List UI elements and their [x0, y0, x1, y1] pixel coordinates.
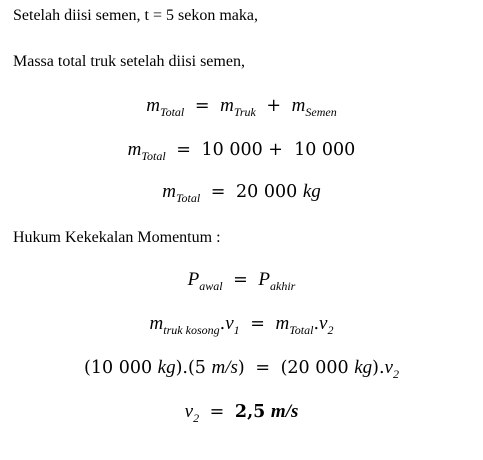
eq3-equals: =: [210, 182, 226, 202]
eq5-a-var: m: [149, 313, 164, 334]
eq7-unit: m/s: [270, 401, 299, 422]
eq1-plus: +: [266, 96, 282, 116]
eq5-c-var: m: [275, 313, 290, 334]
eq1-lhs-var: m: [146, 95, 160, 116]
eq3-lhs-var: m: [162, 181, 176, 202]
eq7-v-sub: 2: [193, 411, 200, 425]
eq5-a-sub: truk kosong: [163, 323, 220, 337]
eq4-lhs-var: P: [187, 269, 200, 290]
eq2-lhs-sub: Total: [141, 149, 166, 163]
eq4-rhs-sub: akhir: [270, 279, 296, 293]
eq6-equals: =: [255, 358, 270, 378]
eq2-rhs: 10 000 + 10 000: [201, 140, 356, 160]
eq3-lhs-sub: Total: [175, 191, 201, 205]
eq1-t1-sub: Truk: [233, 105, 256, 119]
eq6-mid: ).(5: [175, 358, 212, 378]
eq5-c-sub: Total: [289, 323, 314, 337]
equation-momentum-expanded: [0, 312, 483, 342]
eq5-b-var: v: [225, 313, 234, 334]
eq2-lhs-var: m: [127, 139, 142, 160]
equation-total-mass: [0, 94, 483, 124]
eq7-value: 2,5: [234, 402, 266, 422]
eq6-right-unit: kg: [354, 357, 373, 378]
eq6-close: ): [237, 358, 245, 378]
mass-heading: Massa total truk setelah diisi semen,: [13, 53, 245, 70]
intro-text: Setelah diisi semen, t = 5 sekon maka,: [13, 7, 258, 24]
eq4-rhs-var: P: [258, 269, 271, 290]
eq4-equals: =: [233, 270, 248, 290]
equation-result-mass: [0, 180, 483, 210]
eq6-mid-unit: m/s: [211, 357, 238, 378]
eq1-t2-var: m: [291, 95, 306, 116]
eq6-v-sub: 2: [392, 367, 399, 381]
eq1-t2-sub: Semen: [305, 105, 337, 119]
eq6-right-close: ).: [372, 358, 385, 378]
eq5-b-sub: 1: [233, 323, 240, 337]
momentum-heading: Hukum Kekekalan Momentum :: [13, 229, 221, 246]
eq4-lhs-sub: awal: [199, 279, 223, 293]
eq1-t1-var: m: [220, 95, 234, 116]
eq2-equals: =: [176, 140, 191, 160]
equation-substitution: [0, 356, 483, 386]
eq3-unit: kg: [302, 181, 321, 202]
eq7-v-var: v: [184, 401, 194, 422]
eq6-v-var: v: [384, 357, 393, 378]
eq1-lhs-sub: Total: [160, 105, 185, 119]
equation-momentum: [0, 268, 483, 298]
eq5-d-sub: 2: [327, 323, 334, 337]
equation-sum: [0, 138, 483, 168]
equation-final-velocity: [0, 400, 483, 430]
eq3-value: 20 000: [236, 182, 298, 202]
eq7-equals: =: [209, 402, 225, 422]
eq1-equals: =: [194, 96, 210, 116]
eq6-left-unit: kg: [157, 357, 176, 378]
eq6-left: (10 000: [84, 358, 158, 378]
eq5-dot2: .: [313, 314, 320, 334]
eq5-d-var: v: [319, 313, 328, 334]
eq5-equals: =: [250, 314, 265, 334]
eq6-right: (20 000: [280, 358, 355, 378]
eq5-dot: .: [219, 314, 226, 334]
